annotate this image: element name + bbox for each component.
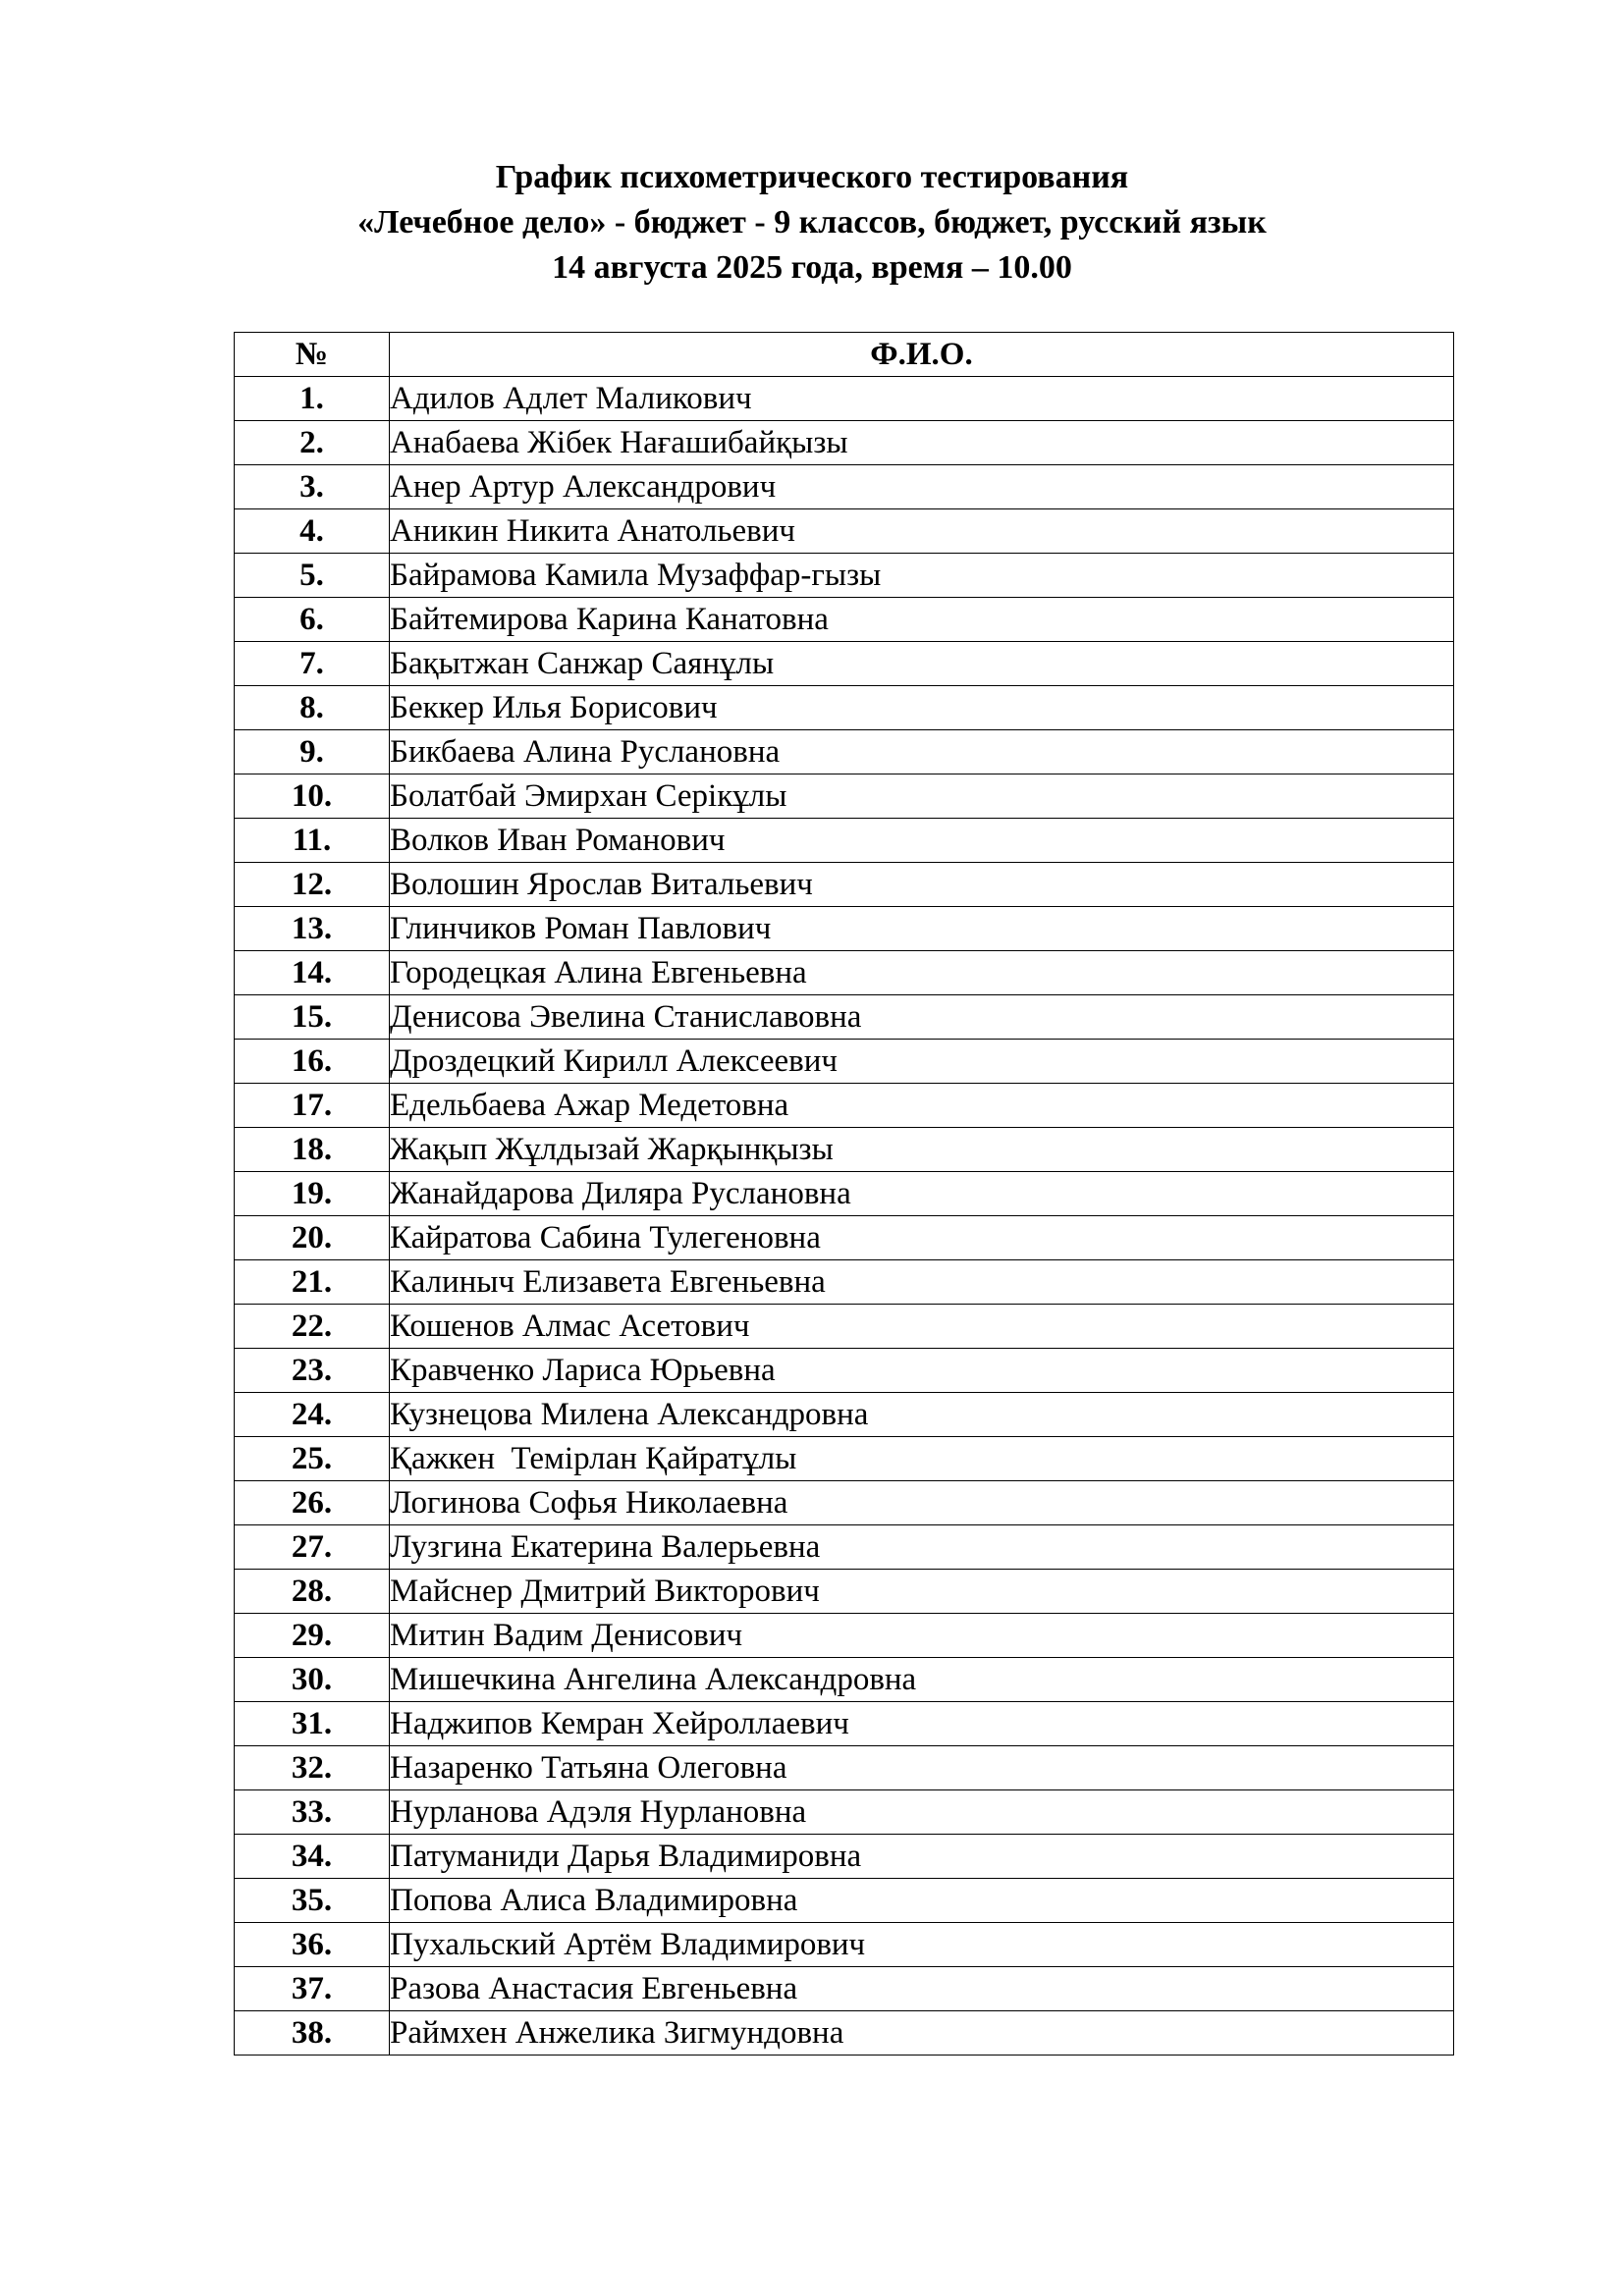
student-name: Дроздецкий Кирилл Алексеевич [390, 1040, 1454, 1084]
student-name: Жанайдарова Диляра Руслановна [390, 1172, 1454, 1216]
table-row [235, 1260, 1454, 1305]
row-number: 20. [235, 1216, 390, 1260]
table-row [235, 1216, 1454, 1260]
row-number: 34. [235, 1835, 390, 1879]
table-row [235, 686, 1454, 730]
table-row [235, 1967, 1454, 2011]
student-name: Байрамова Камила Музаффар-гызы [390, 554, 1454, 598]
row-number: 38. [235, 2011, 390, 2056]
row-number: 13. [235, 907, 390, 951]
row-number: 5. [235, 554, 390, 598]
student-name: Адилов Адлет Маликович [390, 377, 1454, 421]
student-name: Глинчиков Роман Павлович [390, 907, 1454, 951]
table-row [235, 995, 1454, 1040]
row-number: 10. [235, 774, 390, 819]
student-name: Беккер Илья Борисович [390, 686, 1454, 730]
table-row [235, 1923, 1454, 1967]
row-number: 32. [235, 1746, 390, 1790]
student-name: Жақып Жұлдызай Жарқынқызы [390, 1128, 1454, 1172]
row-number: 29. [235, 1614, 390, 1658]
table-row [235, 642, 1454, 686]
row-number: 23. [235, 1349, 390, 1393]
row-number: 25. [235, 1437, 390, 1481]
row-number: 21. [235, 1260, 390, 1305]
student-name: Наджипов Кемран Хейроллаевич [390, 1702, 1454, 1746]
student-name: Волков Иван Романович [390, 819, 1454, 863]
table-row [235, 1570, 1454, 1614]
table-row [235, 1702, 1454, 1746]
table-row [235, 1349, 1454, 1393]
student-name: Қажкен Темірлан Қайратұлы [390, 1437, 1454, 1481]
row-number: 16. [235, 1040, 390, 1084]
student-name: Анер Артур Александрович [390, 465, 1454, 509]
table-row [235, 2011, 1454, 2056]
table-row [235, 1040, 1454, 1084]
table-row [235, 1879, 1454, 1923]
student-name: Калиныч Елизавета Евгеньевна [390, 1260, 1454, 1305]
table-row [235, 1790, 1454, 1835]
row-number: 35. [235, 1879, 390, 1923]
row-number: 26. [235, 1481, 390, 1525]
student-name: Кайратова Сабина Тулегеновна [390, 1216, 1454, 1260]
student-name: Разова Анастасия Евгеньевна [390, 1967, 1454, 2011]
student-name: Бақытжан Санжар Саянұлы [390, 642, 1454, 686]
row-number: 7. [235, 642, 390, 686]
table-row [235, 774, 1454, 819]
student-name: Денисова Эвелина Станиславовна [390, 995, 1454, 1040]
table-row [235, 1481, 1454, 1525]
student-name: Болатбай Эмирхан Серікұлы [390, 774, 1454, 819]
title-line-2: «Лечебное дело» - бюджет - 9 классов, бюджет, русский язык [357, 204, 1267, 240]
student-name: Кошенов Алмас Асетович [390, 1305, 1454, 1349]
student-name: Бикбаева Алина Руслановна [390, 730, 1454, 774]
student-name: Байтемирова Карина Канатовна [390, 598, 1454, 642]
student-name: Едельбаева Ажар Медетовна [390, 1084, 1454, 1128]
table-row [235, 863, 1454, 907]
student-name: Логинова Софья Николаевна [390, 1481, 1454, 1525]
row-number: 33. [235, 1790, 390, 1835]
table-row [235, 907, 1454, 951]
row-number: 12. [235, 863, 390, 907]
row-number: 3. [235, 465, 390, 509]
table-row [235, 465, 1454, 509]
student-name: Митин Вадим Денисович [390, 1614, 1454, 1658]
document-title [0, 155, 1624, 291]
row-number: 14. [235, 951, 390, 995]
roster-table [234, 332, 1454, 2056]
table-row [235, 1525, 1454, 1570]
row-number: 6. [235, 598, 390, 642]
student-name: Нурланова Адэля Нурлановна [390, 1790, 1454, 1835]
student-name: Городецкая Алина Евгеньевна [390, 951, 1454, 995]
student-name: Анабаева Жібек Нағашибайқызы [390, 421, 1454, 465]
row-number: 17. [235, 1084, 390, 1128]
student-name: Патуманиди Дарья Владимировна [390, 1835, 1454, 1879]
row-number: 28. [235, 1570, 390, 1614]
row-number: 30. [235, 1658, 390, 1702]
column-header-name: Ф.И.О. [390, 333, 1454, 377]
student-name: Попова Алиса Владимировна [390, 1879, 1454, 1923]
table-row [235, 1305, 1454, 1349]
student-name: Мишечкина Ангелина Александровна [390, 1658, 1454, 1702]
title-line-1: График психометрического тестирования [495, 159, 1129, 195]
table-row [235, 421, 1454, 465]
row-number: 27. [235, 1525, 390, 1570]
row-number: 9. [235, 730, 390, 774]
row-number: 1. [235, 377, 390, 421]
row-number: 37. [235, 1967, 390, 2011]
table-row [235, 1393, 1454, 1437]
table-row [235, 1746, 1454, 1790]
row-number: 2. [235, 421, 390, 465]
student-name: Майснер Дмитрий Викторович [390, 1570, 1454, 1614]
title-line-3: 14 августа 2025 года, время – 10.00 [552, 249, 1072, 286]
student-name: Пухальский Артём Владимирович [390, 1923, 1454, 1967]
row-number: 22. [235, 1305, 390, 1349]
row-number: 8. [235, 686, 390, 730]
row-number: 4. [235, 509, 390, 554]
table-header-row [235, 333, 1454, 377]
row-number: 24. [235, 1393, 390, 1437]
table-row [235, 1835, 1454, 1879]
student-name: Аникин Никита Анатольевич [390, 509, 1454, 554]
table-row [235, 1437, 1454, 1481]
student-name: Кузнецова Милена Александровна [390, 1393, 1454, 1437]
table-row [235, 554, 1454, 598]
table-row [235, 730, 1454, 774]
table-row [235, 598, 1454, 642]
table-row [235, 951, 1454, 995]
table-row [235, 819, 1454, 863]
table-row [235, 1614, 1454, 1658]
table-row [235, 1658, 1454, 1702]
student-name: Лузгина Екатерина Валерьевна [390, 1525, 1454, 1570]
table-row [235, 1128, 1454, 1172]
student-name: Кравченко Лариса Юрьевна [390, 1349, 1454, 1393]
table-body [235, 377, 1454, 2056]
table-row [235, 377, 1454, 421]
row-number: 18. [235, 1128, 390, 1172]
student-name: Раймхен Анжелика Зигмундовна [390, 2011, 1454, 2056]
student-name: Назаренко Татьяна Олеговна [390, 1746, 1454, 1790]
table-row [235, 1172, 1454, 1216]
table-row [235, 509, 1454, 554]
row-number: 11. [235, 819, 390, 863]
column-header-number: № [235, 333, 390, 377]
row-number: 15. [235, 995, 390, 1040]
student-name: Волошин Ярослав Витальевич [390, 863, 1454, 907]
row-number: 36. [235, 1923, 390, 1967]
table-row [235, 1084, 1454, 1128]
row-number: 19. [235, 1172, 390, 1216]
row-number: 31. [235, 1702, 390, 1746]
